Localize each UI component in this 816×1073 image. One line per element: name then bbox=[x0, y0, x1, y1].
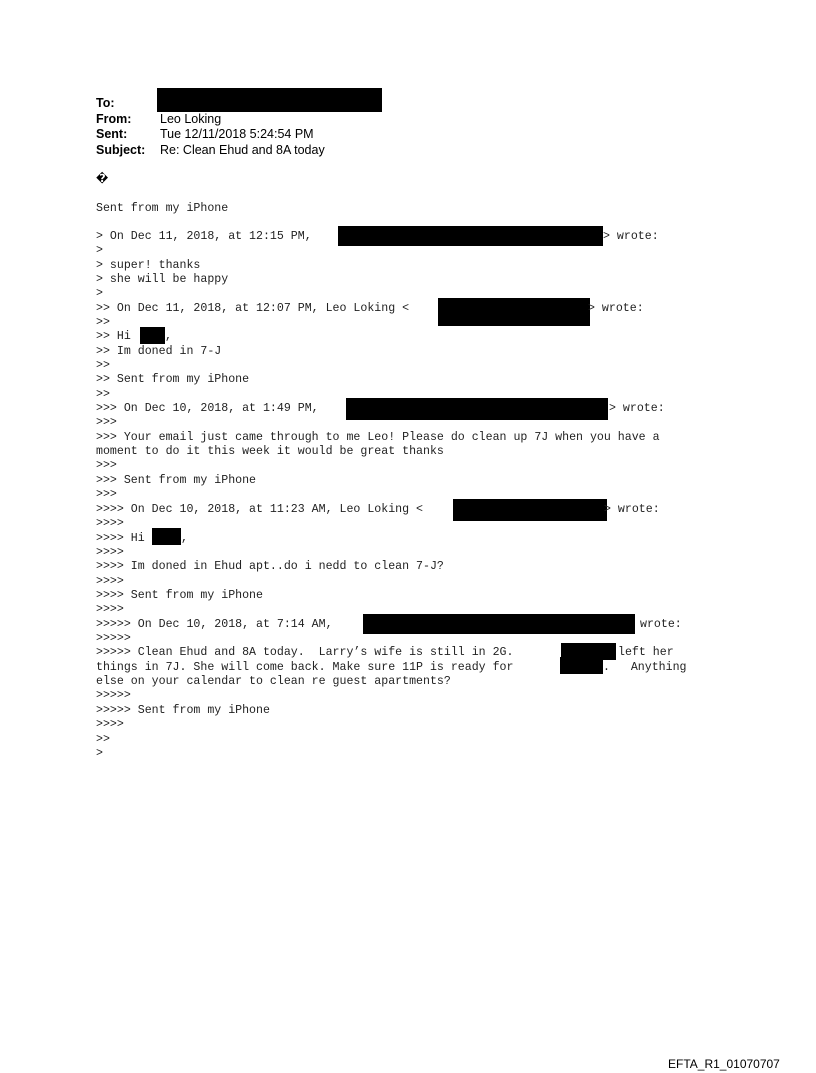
body-line: Sent from my iPhone bbox=[96, 202, 229, 215]
body-line: moment to do it this week it would be great thanks bbox=[96, 445, 444, 458]
body-line: >> bbox=[96, 733, 110, 746]
sent-label: Sent: bbox=[96, 127, 128, 141]
body-line: >>>> Im doned in Ehud apt..do i nedd to clean 7-J? bbox=[96, 560, 444, 573]
body-line: >>> Your email just came through to me Leo! Please do clean up 7J when you have a bbox=[96, 431, 660, 444]
body-line: >>>> bbox=[96, 546, 124, 559]
body-line: left her bbox=[618, 646, 674, 659]
body-line: things in 7J. She will come back. Make sure 11P is ready for bbox=[96, 661, 514, 674]
body-line: > wrote: bbox=[604, 503, 660, 516]
body-line: >>>>> bbox=[96, 689, 131, 702]
body-line: > On Dec 11, 2018, at 12:15 PM, bbox=[96, 230, 312, 243]
redaction bbox=[140, 327, 165, 344]
body-line: wrote: bbox=[640, 618, 682, 631]
redaction bbox=[346, 398, 608, 420]
redaction bbox=[438, 298, 590, 326]
body-line: >> Im doned in 7-J bbox=[96, 345, 222, 358]
sent-row bbox=[96, 127, 314, 141]
body-line: > super! thanks bbox=[96, 259, 201, 272]
body-line: >> bbox=[96, 388, 110, 401]
to-label: To: bbox=[96, 96, 115, 110]
body-line: . Anything bbox=[603, 661, 687, 674]
body-line: >> bbox=[96, 359, 110, 372]
body-line: >>>> Sent from my iPhone bbox=[96, 589, 263, 602]
body-line: > wrote: bbox=[609, 402, 665, 415]
sent-value: Tue 12/11/2018 5:24:54 PM bbox=[160, 127, 314, 141]
body-line: >>>>> Sent from my iPhone bbox=[96, 704, 270, 717]
subject-value: Re: Clean Ehud and 8A today bbox=[160, 143, 325, 157]
body-line: >>>> On Dec 10, 2018, at 11:23 AM, Leo Loking < bbox=[96, 503, 423, 516]
body-line: > wrote: bbox=[588, 302, 644, 315]
subject-label: Subject: bbox=[96, 143, 146, 157]
body-line: > wrote: bbox=[603, 230, 659, 243]
body-line: , bbox=[165, 330, 172, 343]
body-line: >>>> Hi bbox=[96, 532, 145, 545]
body-line: >>> bbox=[96, 416, 117, 429]
body-line: >>> On Dec 10, 2018, at 1:49 PM, bbox=[96, 402, 319, 415]
body-line: >>>> bbox=[96, 718, 124, 731]
from-row bbox=[96, 112, 221, 126]
body-line: > bbox=[96, 287, 103, 300]
body-line: > she will be happy bbox=[96, 273, 229, 286]
body-line: , bbox=[181, 532, 188, 545]
body-line: > bbox=[96, 747, 103, 760]
redaction bbox=[152, 528, 181, 545]
body-line: >>>>> Clean Ehud and 8A today. Larry’s wife is still in 2G. bbox=[96, 646, 514, 659]
subject-row bbox=[96, 143, 325, 157]
body-line: >>>> bbox=[96, 575, 124, 588]
body-line: >>> bbox=[96, 488, 117, 501]
from-value: Leo Loking bbox=[160, 112, 222, 126]
document-id: EFTA_R1_01070707 bbox=[668, 1057, 780, 1071]
body-line: >> Hi bbox=[96, 330, 131, 343]
body-line: >>> bbox=[96, 459, 117, 472]
body-line: else on your calendar to clean re guest apartments? bbox=[96, 675, 451, 688]
redaction bbox=[560, 657, 603, 674]
body-line: >> On Dec 11, 2018, at 12:07 PM, Leo Loking < bbox=[96, 302, 410, 315]
body-line: >> bbox=[96, 316, 110, 329]
body-line: >>>> bbox=[96, 517, 124, 530]
body-line: >>>>> On Dec 10, 2018, at 7:14 AM, bbox=[96, 618, 333, 631]
body-line: > bbox=[96, 244, 103, 257]
redaction bbox=[338, 226, 603, 246]
body-line: >>> Sent from my iPhone bbox=[96, 474, 257, 487]
from-label: From: bbox=[96, 112, 132, 126]
replacement-glyph: � bbox=[96, 172, 109, 185]
body-line: >> Sent from my iPhone bbox=[96, 373, 250, 386]
to-row bbox=[96, 96, 160, 110]
redaction-to bbox=[157, 88, 382, 112]
body-line: >>>>> bbox=[96, 632, 131, 645]
body-line: >>>> bbox=[96, 603, 124, 616]
redaction bbox=[363, 614, 635, 634]
redaction bbox=[453, 499, 607, 521]
